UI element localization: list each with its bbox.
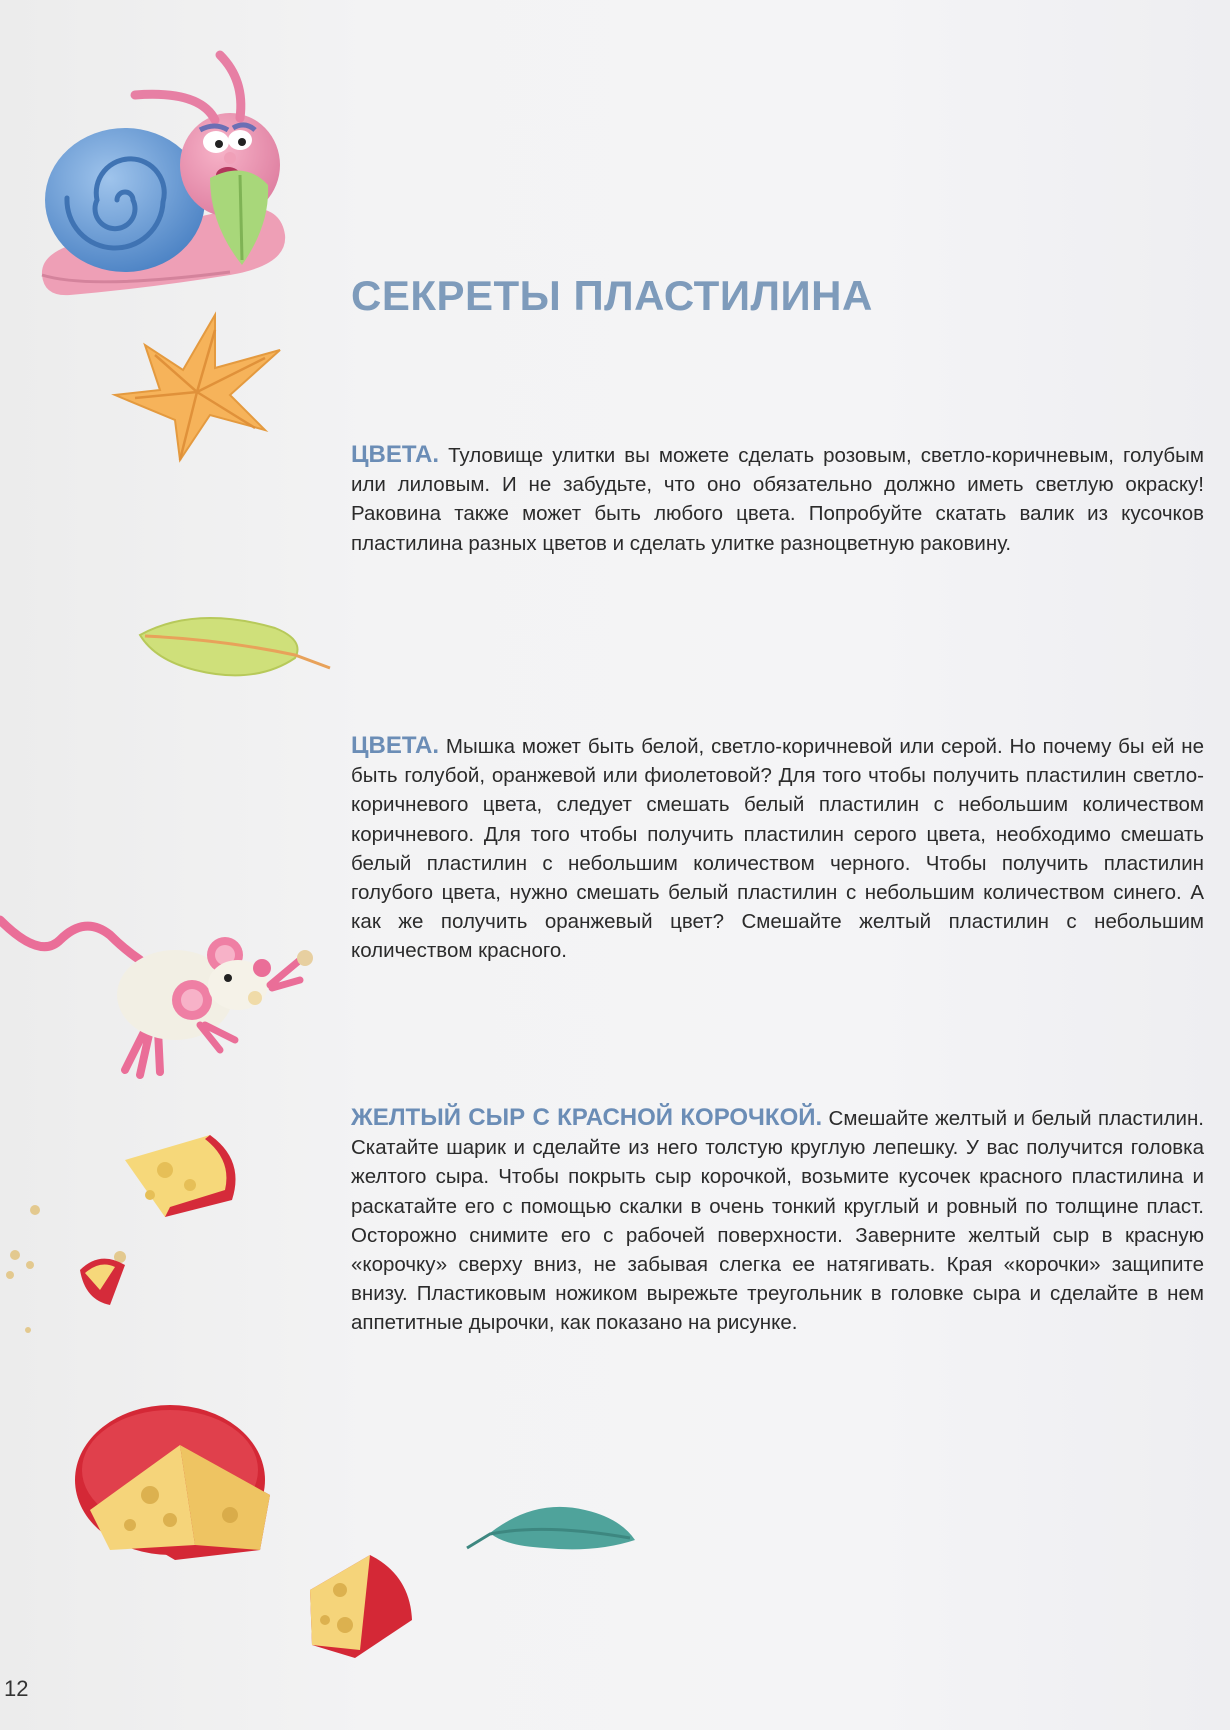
cheese-slice-illustration — [300, 1550, 420, 1665]
section-heading: ЦВЕТА. — [351, 732, 440, 759]
page-title: СЕКРЕТЫ ПЛАСТИЛИНА — [351, 272, 873, 319]
page-number: 12 — [4, 1676, 29, 1701]
section-snail-colors — [351, 440, 1204, 558]
teal-leaf-illustration — [465, 1498, 640, 1558]
snail-illustration — [30, 50, 320, 310]
section-heading: ЖЕЛТЫЙ СЫР С КРАСНОЙ КОРОЧКОЙ. — [351, 1104, 823, 1131]
green-leaf-illustration — [135, 610, 335, 690]
maple-leaf-illustration — [105, 310, 285, 470]
section-cheese — [351, 1103, 1204, 1338]
section-text: Туловище улитки вы можете сделать розовым, светло-коричневым, голубым или лиловым. И не забудьте, что оно обязательно должно иметь светлую окраску! Раковина также может быть любого цвета. Попробуйте скатать валик из кусочков пластилина разных цветов и сделать улитке разноцветную раковину. — [351, 444, 1204, 555]
mouse-illustration — [0, 900, 330, 1090]
cheese-crumbs-illustration — [0, 1195, 150, 1345]
section-text: Мышка может быть белой, светло-коричневой или серой. Но почему бы ей не быть голубой, оранжевой или фиолетовой? Для того чтобы получить пластилин светло-коричневого цвета, следует смешать белый пластилин с небольшим количеством коричневого. Для того чтобы получить пластилин серого цвета, необходимо смешать белый пластилин с небольшим количеством черного. Чтобы получить пластилин голубого цвета, нужно смешать белый пластилин с небольшим количеством синего. А как же получить оранжевый цвет? Смешайте желтый пластилин с небольшим количеством красного. — [351, 735, 1204, 963]
section-mouse-colors — [351, 731, 1204, 966]
section-text: Смешайте желтый и белый пластилин. Скатайте шарик и сделайте из него толстую круглую лепешку. У вас получится головка желтого сыра. Чтобы покрыть сыр корочкой, возьмите кусочек красного пластилина и раскатайте его с помощью скалки в очень тонкий круглый и ровный по толщине пласт. Осторожно снимите его с рабочей поверхности. Заверните желтый сыр в красную «корочку» сверху вниз, не забывая слегка ее натягивать. Края «корочки» защипите внизу. Пластиковым ножиком вырежьте треугольник в головке сыра и сделайте в нем аппетитные дырочки, как показано на рисунке. — [351, 1107, 1204, 1335]
cheese-wheel-illustration — [70, 1400, 280, 1565]
section-heading: ЦВЕТА. — [351, 441, 440, 468]
